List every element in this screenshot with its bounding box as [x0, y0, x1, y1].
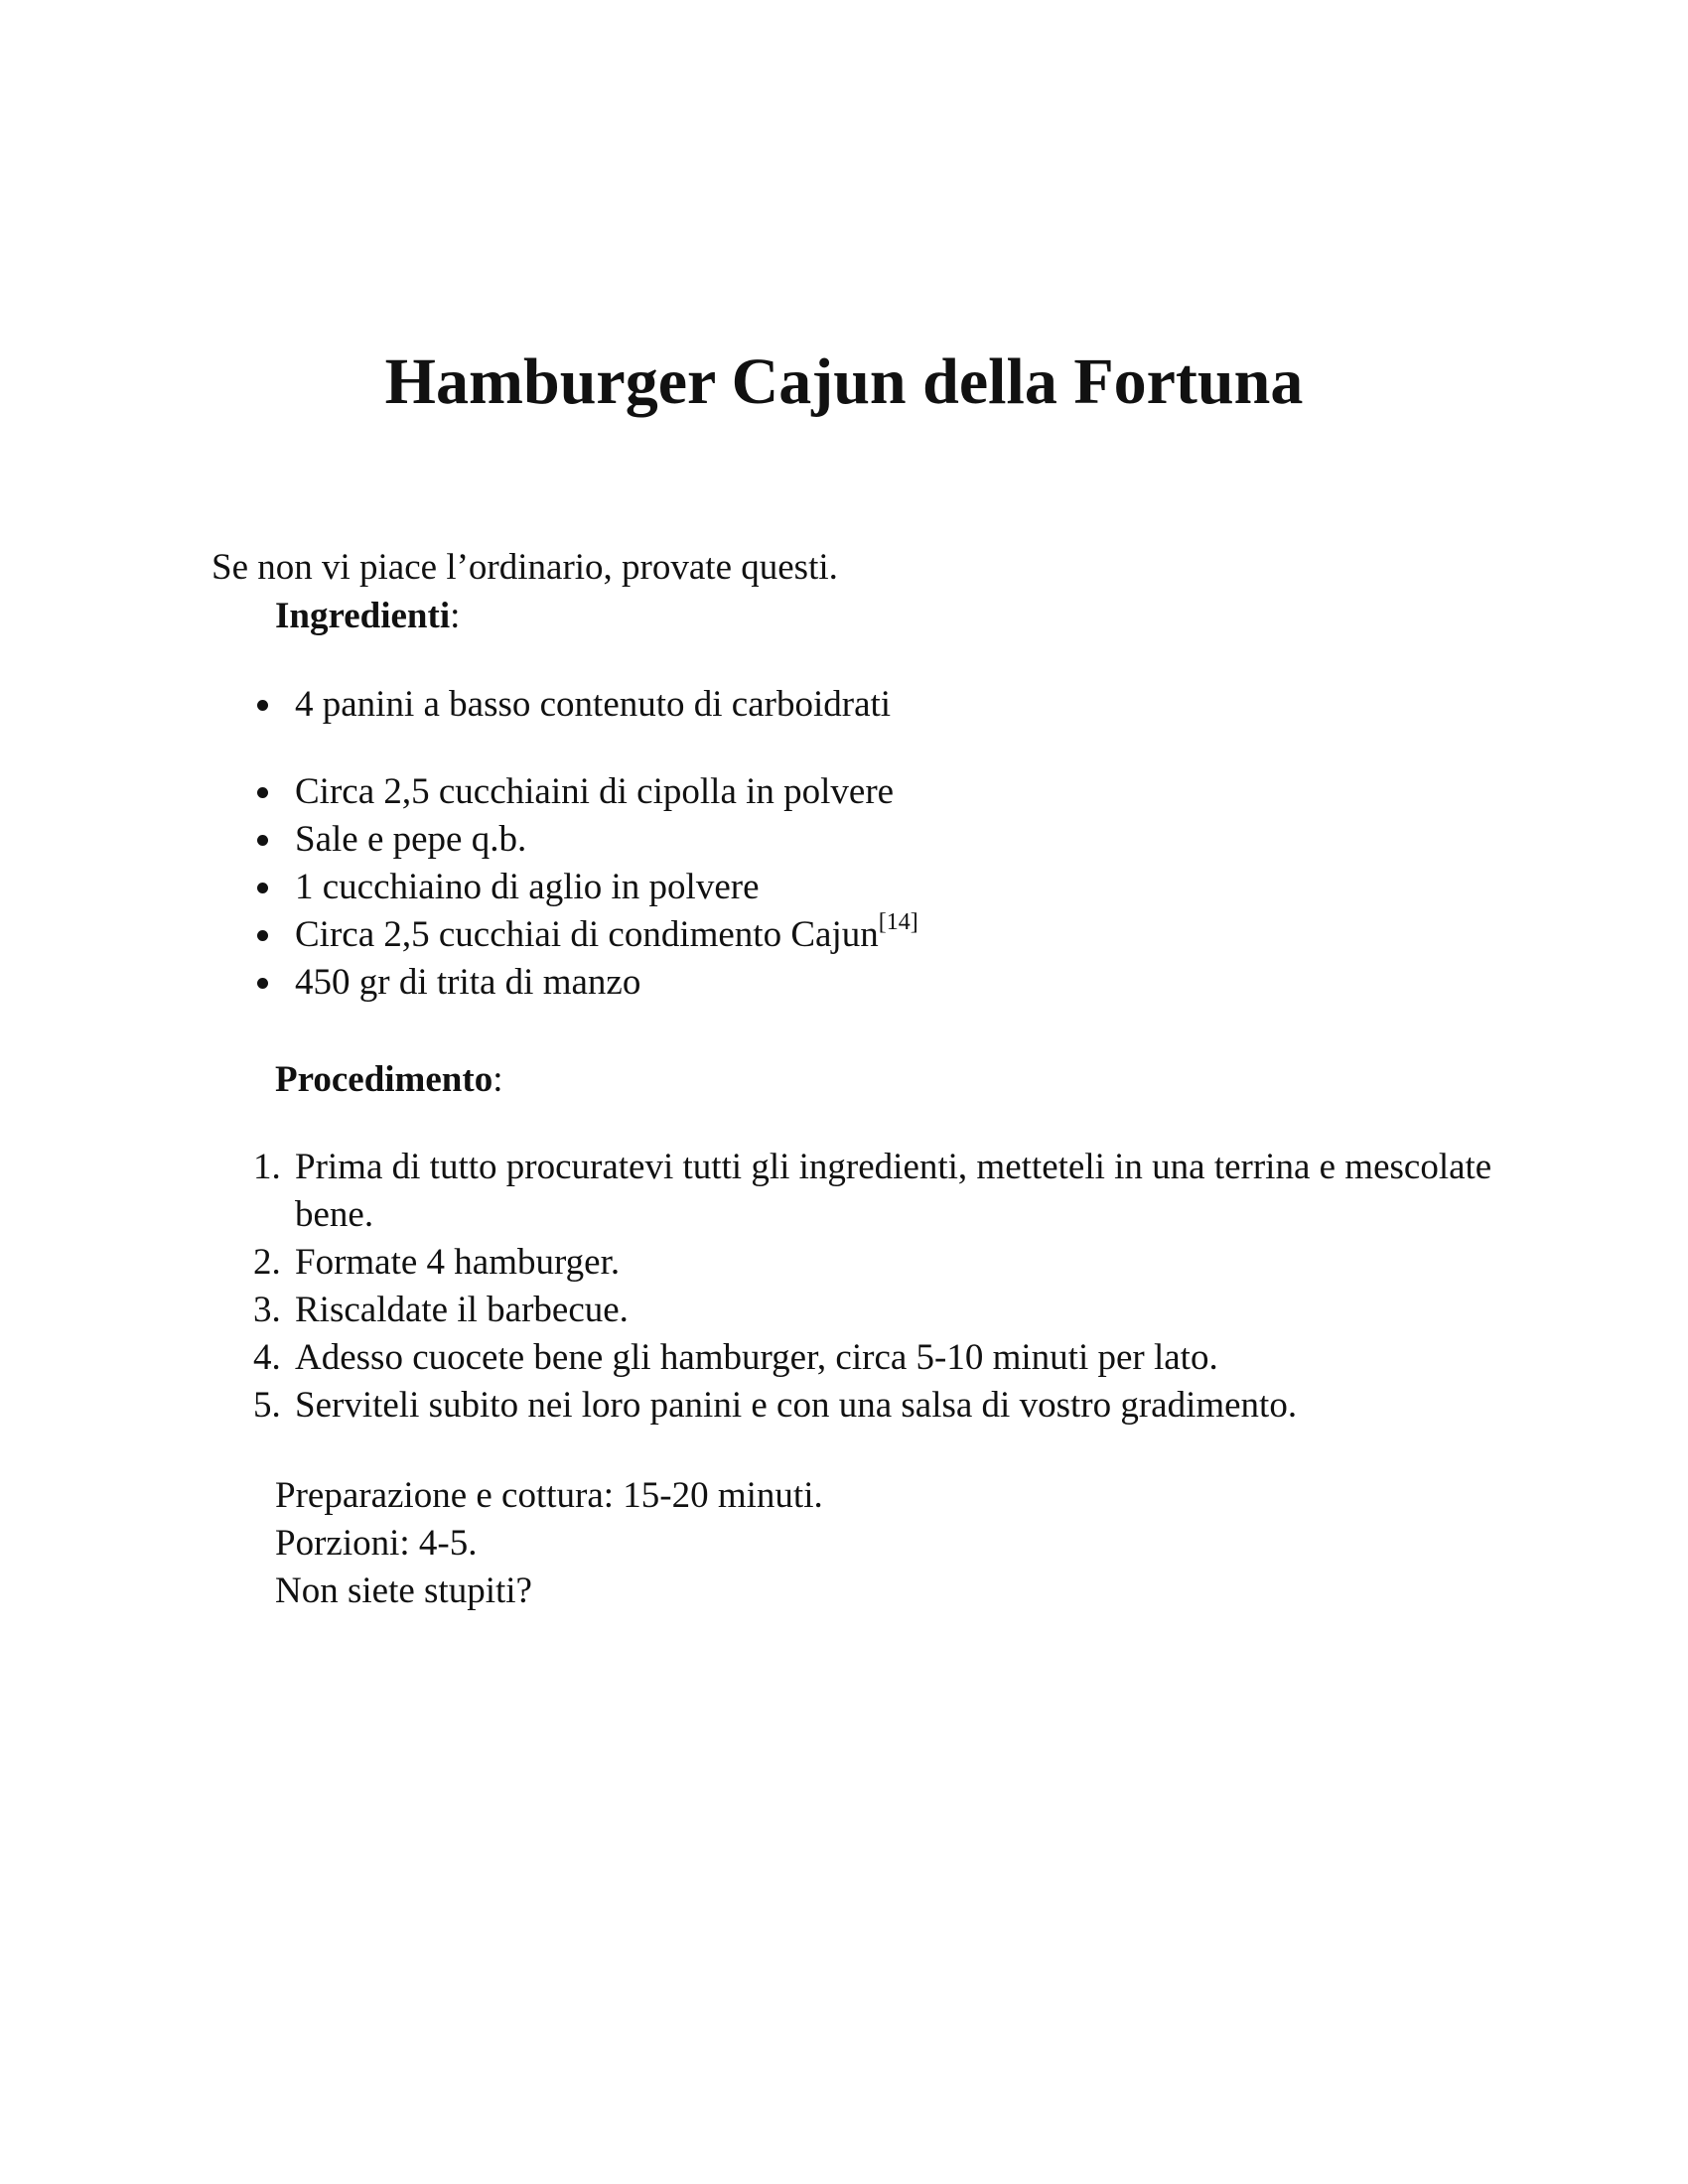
ingredient-text: Circa 2,5 cucchiai di condimento Cajun	[295, 914, 879, 955]
closing-text: Non siete stupiti?	[275, 1570, 532, 1611]
ingredients-heading-label: Ingredienti	[275, 596, 451, 636]
step-text: Formate 4 hamburger.	[295, 1242, 621, 1283]
page-title: Hamburger Cajun della Fortuna	[384, 345, 1304, 418]
list-item	[253, 681, 1544, 729]
procedure-heading-colon: :	[492, 1059, 503, 1100]
list-item	[253, 768, 1544, 816]
step-number: 1.	[253, 1147, 281, 1187]
intro-text: Se non vi piace l’ordinario, provate questi.	[211, 547, 838, 588]
ingredients-heading-colon: :	[450, 596, 461, 636]
recipe-footer	[275, 1472, 823, 1615]
step-text: Adesso cuocete bene gli hamburger, circa 5-10 minuti per lato.	[295, 1337, 1218, 1378]
list-item	[253, 1144, 1544, 1239]
ingredient-text: Sale e pepe q.b.	[295, 819, 527, 860]
bullet-icon	[257, 883, 268, 893]
procedure-heading	[275, 1056, 502, 1104]
list-item	[253, 816, 1544, 864]
step-number: 3.	[253, 1290, 281, 1330]
step-text: Serviteli subito nei loro panini e con una salsa di vostro gradimento.	[295, 1385, 1298, 1426]
prep-time-text: Preparazione e cottura: 15-20 minuti.	[275, 1475, 823, 1516]
ingredients-heading	[275, 593, 460, 640]
list-item	[253, 864, 1544, 911]
step-number: 2.	[253, 1242, 281, 1283]
step-number: 5.	[253, 1385, 281, 1426]
step-number: 4.	[253, 1337, 281, 1378]
list-item	[253, 1382, 1544, 1430]
procedure-heading-label: Procedimento	[275, 1059, 493, 1100]
list-item	[253, 1334, 1544, 1382]
ingredients-list	[253, 681, 1544, 1007]
bullet-icon	[257, 700, 268, 711]
ingredient-text: 450 gr di trita di manzo	[295, 962, 641, 1003]
footnote-reference-link[interactable]: [14]	[878, 909, 918, 935]
step-text: Riscaldate il barbecue.	[295, 1290, 629, 1330]
bullet-icon	[257, 978, 268, 989]
bullet-icon	[257, 835, 268, 846]
bullet-icon	[257, 787, 268, 798]
list-item	[253, 911, 1544, 959]
procedure-steps-list	[253, 1144, 1544, 1430]
list-item	[253, 1239, 1544, 1287]
step-text: Prima di tutto procuratevi tutti gli ingredienti, metteteli in una terrina e mescolate bene.	[295, 1147, 1492, 1235]
list-item	[253, 1287, 1544, 1334]
ingredient-text: 4 panini a basso contenuto di carboidrati	[295, 684, 892, 725]
list-item	[253, 959, 1544, 1007]
bullet-icon	[257, 930, 268, 941]
ingredient-text: 1 cucchiaino di aglio in polvere	[295, 867, 760, 907]
ingredient-text: Circa 2,5 cucchiaini di cipolla in polvere	[295, 771, 895, 812]
servings-text: Porzioni: 4-5.	[275, 1523, 478, 1564]
